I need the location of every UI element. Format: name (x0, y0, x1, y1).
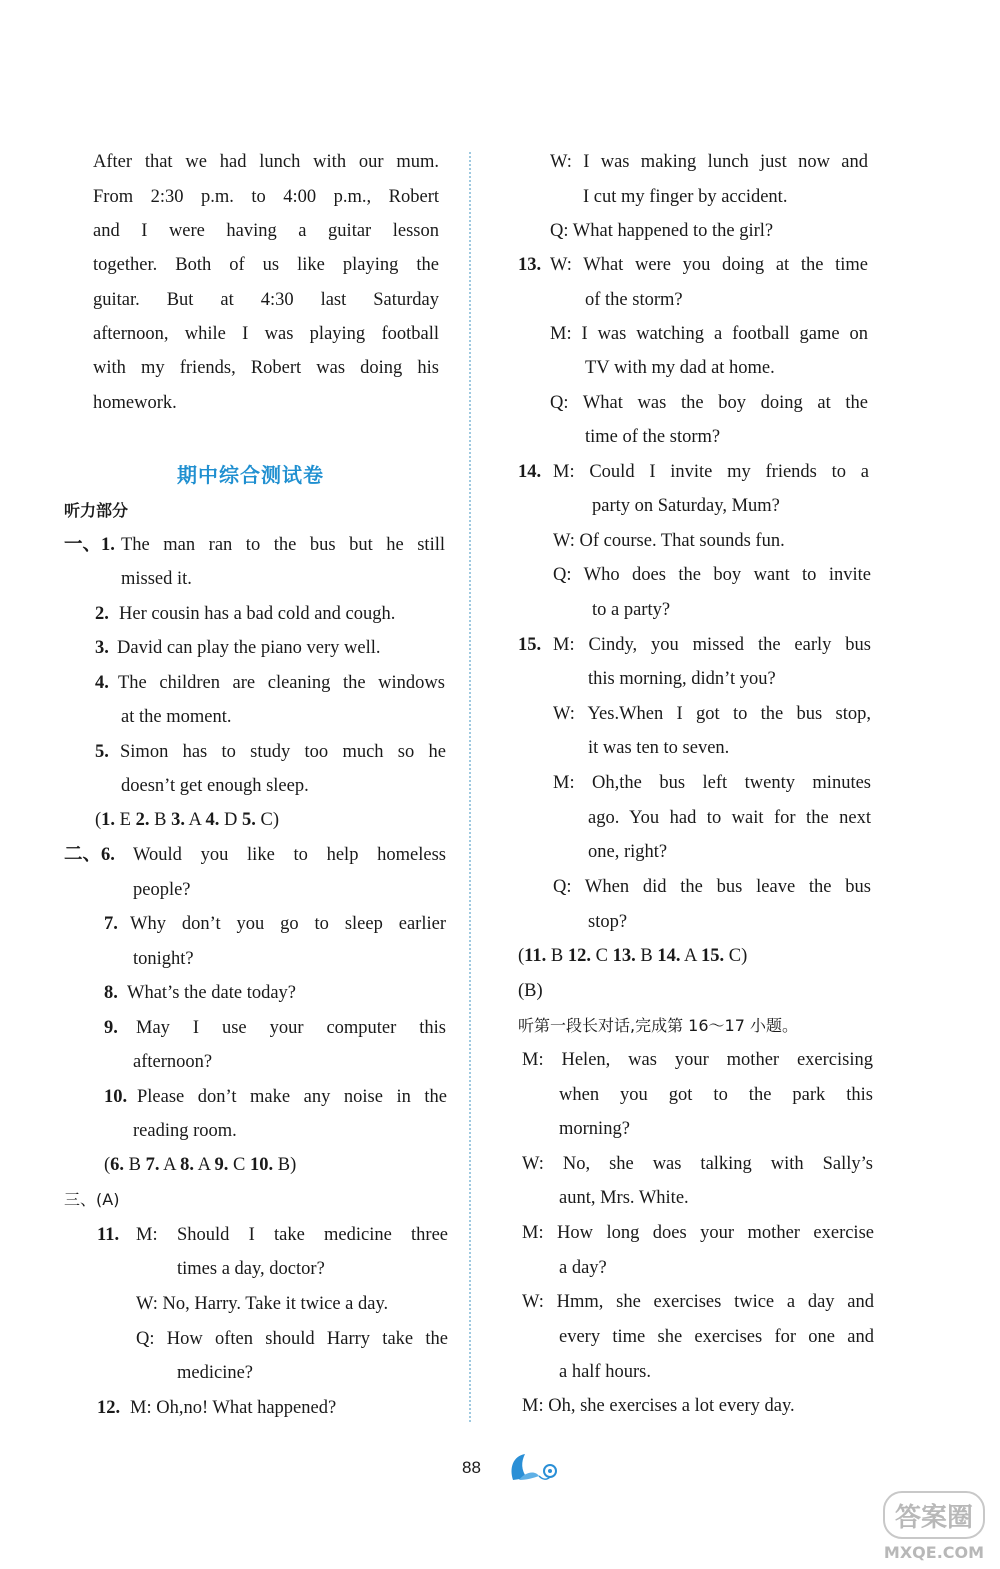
dialogue-line: TV with my dad at home. (585, 358, 775, 378)
question-text: afternoon? (133, 1052, 213, 1072)
dialogue-line: W: Yes.When I got to the bus stop, (553, 704, 871, 724)
question-number: 7. (104, 914, 118, 934)
dialogue-line: medicine? (177, 1363, 254, 1383)
dialogue-line: to a party? (592, 600, 671, 620)
dialogue-line: times a day, doctor? (177, 1259, 325, 1279)
watermark-url: MXQE.COM (883, 1543, 985, 1562)
test-title: 期中综合测试卷 (177, 463, 324, 487)
question-text: David can play the piano very well. (117, 638, 381, 658)
dialogue-line: W: Hmm, she exercises twice a day and (522, 1292, 874, 1312)
question-text: Simon has to study too much so he (120, 742, 446, 762)
question-number: 11. (97, 1225, 120, 1245)
watermark-text: 答案圈 (894, 1503, 974, 1533)
question-number: 8. (104, 983, 118, 1003)
dialogue-line: M: Oh,the bus left twenty minutes (553, 773, 871, 793)
dialogue-line: Should I take medicine three (177, 1225, 448, 1245)
question-text: Why don’t you go to sleep earlier (130, 914, 446, 934)
dialogue-line: of the storm? (585, 290, 683, 310)
dialogue-line: Q: Who does the boy want to invite (553, 565, 871, 585)
passage-line: together. Both of us like playing the (93, 255, 439, 275)
passage-line: From 2:30 p.m. to 4:00 p.m., Robert (93, 187, 439, 207)
question-number: 5. (95, 742, 109, 762)
question-number: 3. (95, 638, 109, 658)
part-label: (B) (518, 981, 543, 1001)
question-number: 14. (518, 462, 542, 482)
dialogue-line: this morning, didn’t you? (588, 669, 776, 689)
question-number: 9. (104, 1018, 118, 1038)
question-number: 13. (518, 255, 542, 275)
question-number: 10. (104, 1087, 128, 1107)
dialogue-line: M: Oh,no! What happened? (130, 1398, 337, 1418)
dialogue-line: Q: What happened to the girl? (550, 221, 774, 241)
dialogue-line: time of the storm? (585, 427, 721, 447)
question-number: 1. (101, 535, 115, 555)
dialogue-line: stop? (588, 912, 628, 932)
dialogue-line: party on Saturday, Mum? (592, 496, 780, 516)
dialogue-line: M: I was watching a football game on (550, 324, 868, 344)
dialogue-line: aunt, Mrs. White. (559, 1188, 689, 1208)
dialogue-line: M: How long does your mother exercise (522, 1223, 874, 1243)
question-text: The man ran to the bus but he still (121, 535, 445, 555)
question-text: doesn’t get enough sleep. (121, 776, 309, 796)
question-text: tonight? (133, 949, 194, 969)
dialogue-line: ago. You had to wait for the next (588, 808, 871, 828)
question-text: What’s the date today? (127, 983, 297, 1003)
dialogue-line: every time she exercises for one and (559, 1327, 874, 1347)
column-divider (469, 152, 471, 1422)
dialogue-line: W: No, she was talking with Sally’s (522, 1154, 873, 1174)
dialogue-line: I cut my finger by accident. (583, 187, 788, 207)
question-text: Please don’t make any noise in the (137, 1087, 447, 1107)
dialogue-line: M: Cindy, you missed the early bus (553, 635, 871, 655)
question-text: people? (133, 880, 191, 900)
question-number: 4. (95, 673, 109, 693)
passage-line: After that we had lunch with our mum. (93, 152, 439, 172)
dialogue-line: Q: How often should Harry take the (136, 1329, 448, 1349)
dialogue-line: one, right? (588, 842, 668, 862)
question-1 (64, 533, 115, 557)
answer-key: (6. B 7. A 8. A 9. C 10. B) (104, 1155, 297, 1175)
instruction-text: 听第一段长对话,完成第 16～17 小题。 (518, 1016, 798, 1035)
question-number: 6. (101, 845, 115, 865)
part-label: 二、 (64, 845, 102, 865)
speaker-label: M: (136, 1225, 158, 1245)
passage-line: afternoon, while I was playing football (93, 324, 439, 344)
passage-line: with my friends, Robert was doing his (93, 358, 439, 378)
page-number: 88 (462, 1458, 481, 1477)
dialogue-line: morning? (559, 1119, 630, 1139)
answer-key: (1. E 2. B 3. A 4. D 5. C) (95, 810, 280, 830)
dialogue-line: W: No, Harry. Take it twice a day. (136, 1294, 389, 1314)
question-text: Would you like to help homeless (133, 845, 446, 865)
part-label: 一、 (64, 535, 102, 555)
question-text: at the moment. (121, 707, 232, 727)
dialogue-line: W: What were you doing at the time (550, 255, 868, 275)
passage-line: homework. (93, 393, 177, 413)
passage-line: guitar. But at 4:30 last Saturday (93, 290, 439, 310)
dialogue-line: W: I was making lunch just now and (550, 152, 868, 172)
question-text: Her cousin has a bad cold and cough. (119, 604, 396, 624)
question-number: 2. (95, 604, 109, 624)
dialogue-line: M: Oh, she exercises a lot every day. (522, 1396, 795, 1416)
dialogue-line: M: Helen, was your mother exercising (522, 1050, 873, 1070)
question-text: The children are cleaning the windows (118, 673, 445, 693)
answer-key: (11. B 12. C 13. B 14. A 15. C) (518, 946, 748, 966)
dialogue-line: when you got to the park this (559, 1085, 873, 1105)
section-heading: 听力部分 (64, 501, 129, 520)
dialogue-line: W: Of course. That sounds fun. (553, 531, 785, 551)
watermark-logo (878, 1490, 990, 1565)
butterfly-logo-icon (505, 1450, 563, 1486)
question-text: missed it. (121, 569, 192, 589)
dialogue-line: it was ten to seven. (588, 738, 730, 758)
dialogue-line: a day? (559, 1258, 607, 1278)
dialogue-line: M: Could I invite my friends to a (553, 462, 869, 482)
part-label: 三、(A) (64, 1190, 120, 1209)
passage-line: and I were having a guitar lesson (93, 221, 439, 241)
question-6 (64, 843, 115, 867)
question-text: May I use your computer this (136, 1018, 446, 1038)
dialogue-line: a half hours. (559, 1362, 651, 1382)
question-number: 15. (518, 635, 542, 655)
dialogue-line: Q: When did the bus leave the bus (553, 877, 871, 897)
dialogue-line: Q: What was the boy doing at the (550, 393, 868, 413)
question-text: reading room. (133, 1121, 237, 1141)
question-number: 12. (97, 1398, 121, 1418)
